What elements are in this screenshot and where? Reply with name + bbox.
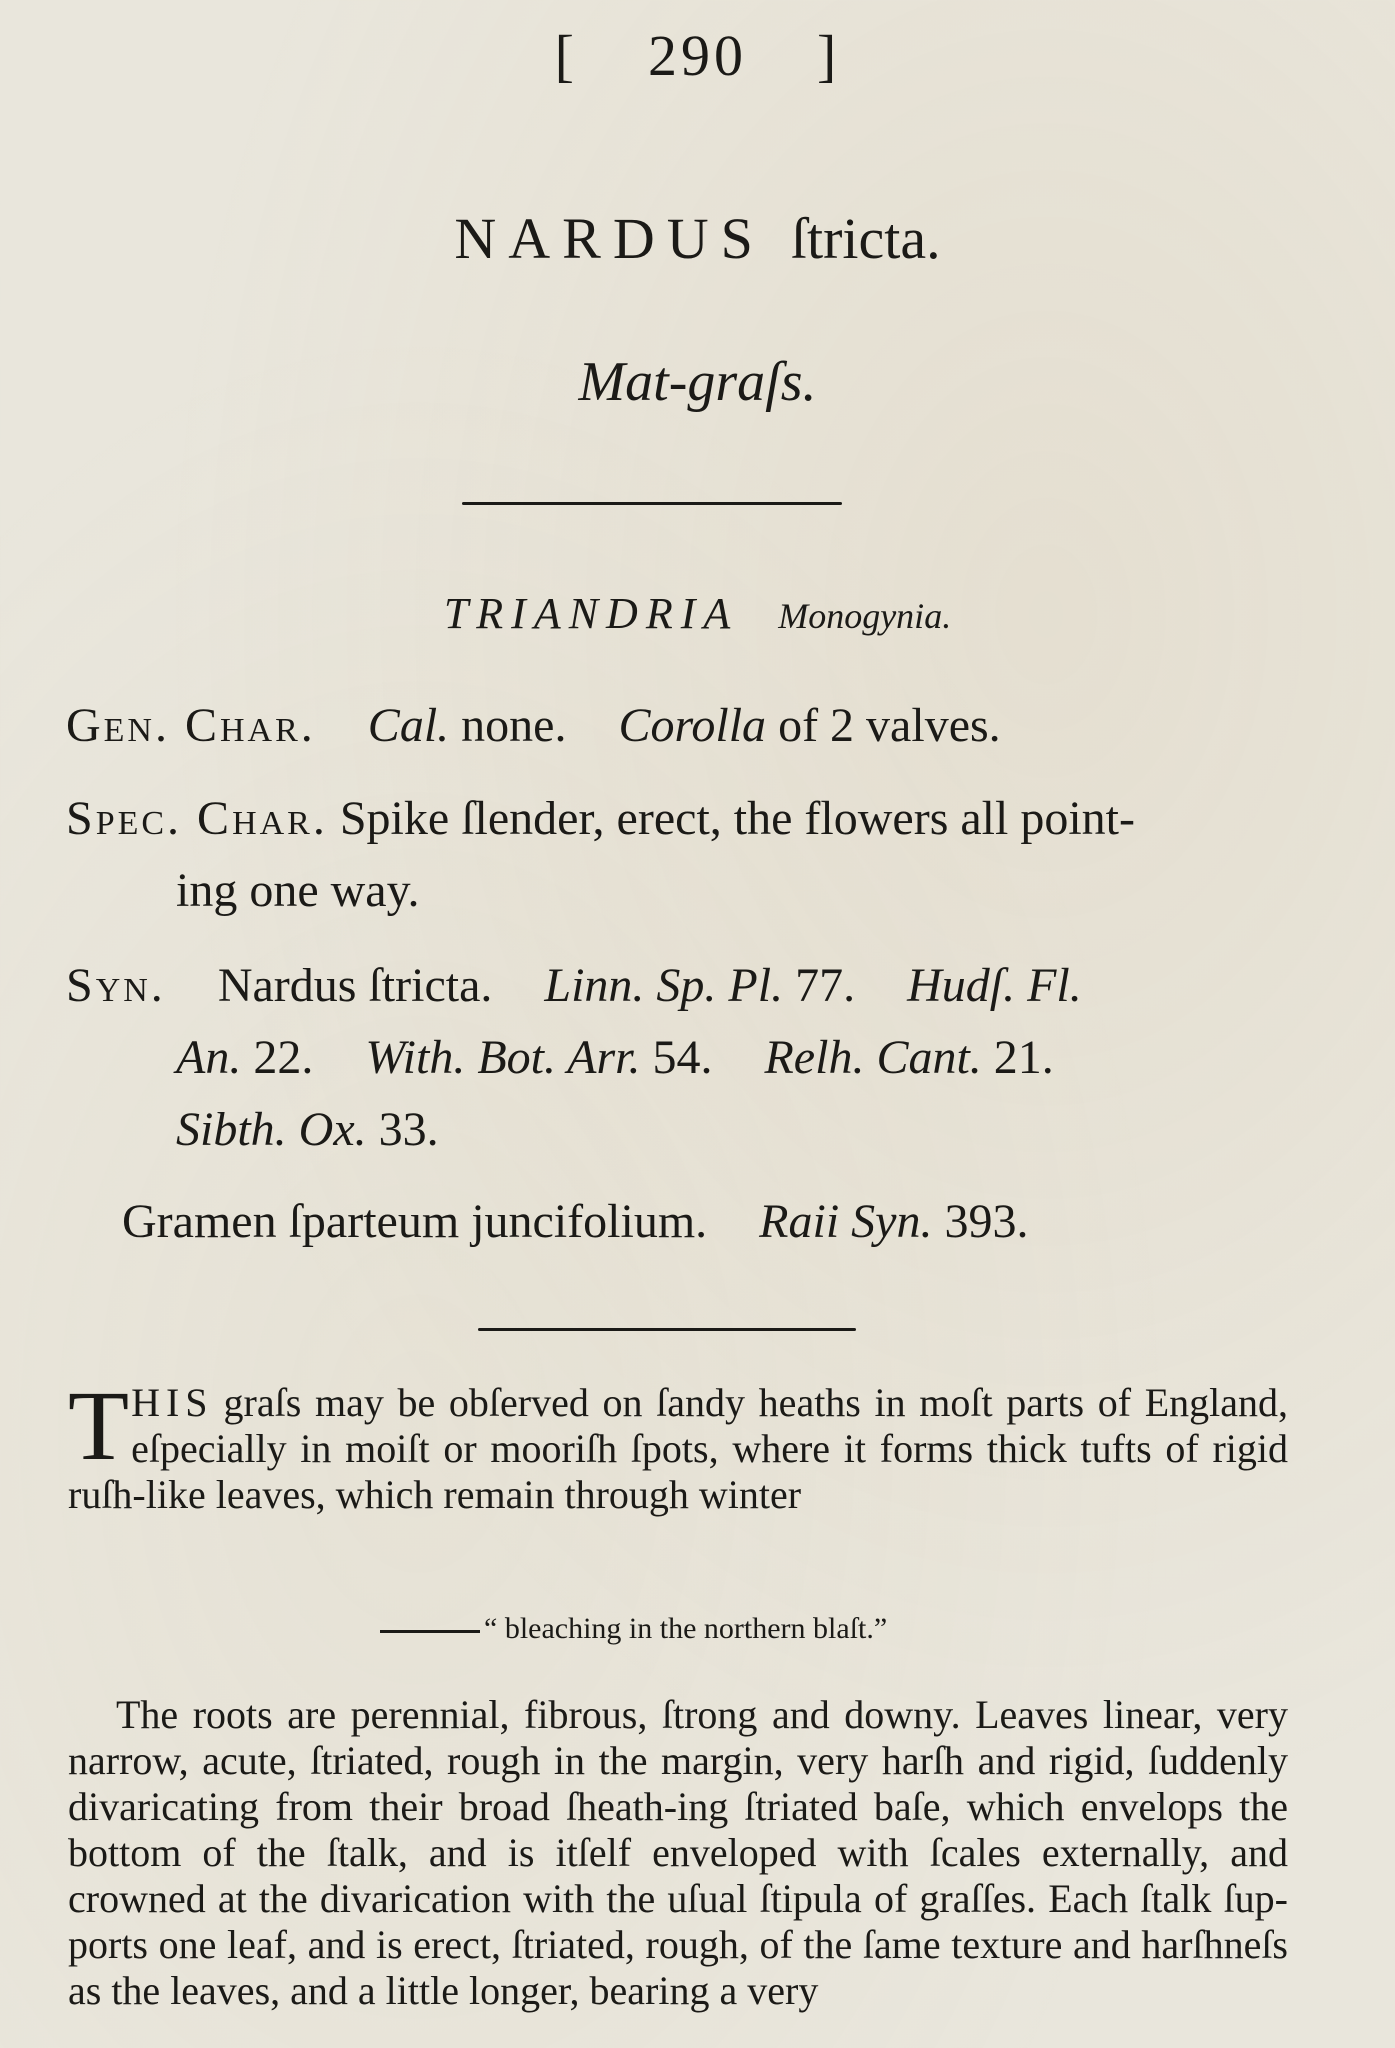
drop-cap: T <box>68 1370 130 1481</box>
synonyms: Syn. Nardus ſtricta. Linn. Sp. Pl. 77. Hudſ. Fl. <box>66 959 1082 1012</box>
quotation: “ bleaching in the northern blaſt.” <box>380 1612 887 1646</box>
common-name: Mat-graſs. <box>578 351 817 413</box>
paragraph-description: The roots are perennial, fibrous, ſtrong and downy. Leaves linear, very narrow, acute, ſtriated, rough in the margin, very harſh and rigid, ſuddenly divaricating from their broad ſheath-ing ſtriated baſe, which envelops the bottom of the ſtalk, and is itſelf enveloped with ſcales externally, and crowned at the divarication with the uſual ſtipula of graſſes. Each ſtalk ſup-ports one leaf, and is erect, ſtriated, rough, of the ſame texture and harſhneſs as the leaves, and a little longer, bearing a very <box>68 1692 1288 2013</box>
synonyms-line-2: An. 22. With. Bot. Arr. 54. Relh. Cant. 21. <box>176 1031 1054 1084</box>
order-name: Monogynia. <box>778 596 952 636</box>
gramen-synonym: Gramen ſparteum juncifolium. Raii Syn. 393. <box>122 1195 1029 1248</box>
generic-character: Gen. Char. Cal. none. Corolla of 2 valves. <box>66 699 1001 752</box>
spec-char-label: Spec. Char. <box>66 792 328 845</box>
specific-character-cont: ing one way. <box>176 864 420 917</box>
divider-rule <box>462 502 842 505</box>
divider-rule <box>478 1328 856 1331</box>
paragraph-habitat: THIS graſs may be obſerved on ſandy heaths in moſt parts of England, eſpecially in moiſt or mooriſh ſpots, where it forms thick tufts of rigid ruſh-like leaves, which remain through winter <box>68 1370 1288 1517</box>
syn-label: Syn. <box>66 959 166 1012</box>
specific-character: Spec. Char. Spike ſlender, erect, the flowers all point- <box>66 792 1135 845</box>
classification <box>0 588 1395 639</box>
title-species: ſtricta. <box>790 206 941 271</box>
page-number: [ 290 ] <box>554 23 841 88</box>
gen-char-label: Gen. Char. <box>66 699 316 752</box>
title-genus: NARDUS <box>454 206 765 271</box>
synonyms-line-3: Sibth. Ox. 33. <box>176 1103 439 1156</box>
quote-dash <box>380 1630 480 1633</box>
page-title <box>0 205 1395 272</box>
class-name: TRIANDRIA <box>443 589 739 638</box>
